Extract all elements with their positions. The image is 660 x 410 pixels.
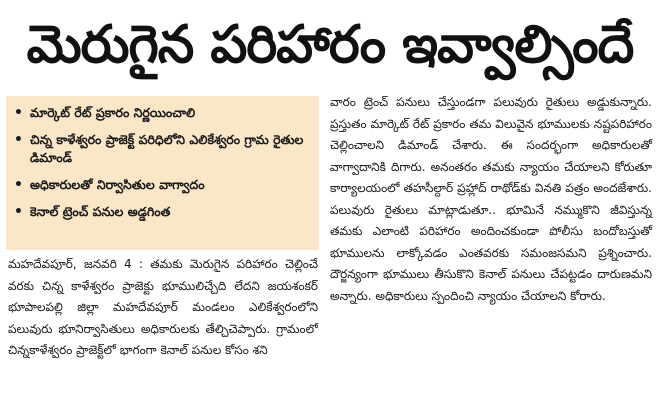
headline: మెరుగైన పరిహారం ఇవ్వాల్సిందే (26, 15, 634, 75)
highlight-item (14, 104, 313, 122)
bullet-icon: • (14, 204, 23, 220)
article-column-left (8, 254, 318, 362)
bullet-icon: • (14, 177, 23, 193)
bullet-icon: • (14, 132, 23, 148)
article-column-right (330, 92, 652, 307)
highlight-text: అధికారులతో నిర్వాసితుల వాగ్వాదం (30, 177, 205, 192)
highlight-item (14, 203, 313, 221)
highlight-item (14, 131, 313, 167)
highlight-text: కెనాల్ ట్రెంచ్ పనుల అడ్డగింత (30, 204, 171, 219)
highlight-text: చిన్న కాళేశ్వరం ప్రాజెక్ట్ పరిధిలోని ఎలికేశ్వరం గ్రామ రైతుల డిమాండ్ (30, 132, 304, 165)
bullet-icon: • (14, 105, 23, 121)
article-text-right: వారం ట్రెంచ్ పనులు చేస్తుండగా పలువురు రైతులు అడ్డుకున్నారు. ప్రస్తుతం మార్కెట్ రేట్ ప్రకారం తమ విలువైన భూములకు నష్టపరిహారం చెల్లించాలని డిమాండ్ చేశారు. ఈ సందర్భంగా అధికారులతో వాగ్వాదానికి దిగారు. అనంతరం తమకు న్యాయం చేయాలని కోరుతూ కార్యాలయంలో తహసీల్దార్ ప్రహ్లాద్ రాథోడ్‌కు వినతి పత్రం అందజేశారు. పలువురు రైతులు మాట్లాడుతూ.. భూమినే నమ్ముకొని జీవిస్తున్న తమకు ఎలాంటి పరిహారం అందించకుండా పోలీసు బందోబస్తుతో భూములను లాక్కోవడం ఎంతవరకు సమంజసమని ప్రశ్నించారు. దౌర్జన్యంగా భూములు తీసుకొని కెనాల్ పనులు చేపట్టడం దారుణమని అన్నారు. అధికారులు స్పందించి న్యాయం చేయాలని కోరారు. (330, 95, 652, 303)
article-text-left: మహదేవపూర్, జనవరి 4 : తమకు మెరుగైన పరిహారం చెల్లించే వరకు చిన్న కాళేశ్వరం ప్రాజెక్టు భూములిచ్చేది లేదని జయశంకర్ భూపాలపల్లి జిల్లా మహదేవపూర్ మండలం ఎలికేశ్వరంలోని పలువురు భూనిర్వాసితులు అధికారులకు తేల్చిచెప్పారు. గ్రామంలో చిన్నకాళేశ్వరం ప్రాజెక్ట్‌లో భాగంగా కెనాల్ పనుల కోసం శని (8, 257, 318, 357)
highlights-box (6, 96, 319, 250)
highlight-text: మార్కెట్ రేట్ ప్రకారం నిర్ణయించాలి (30, 105, 196, 120)
highlight-item (14, 176, 313, 194)
